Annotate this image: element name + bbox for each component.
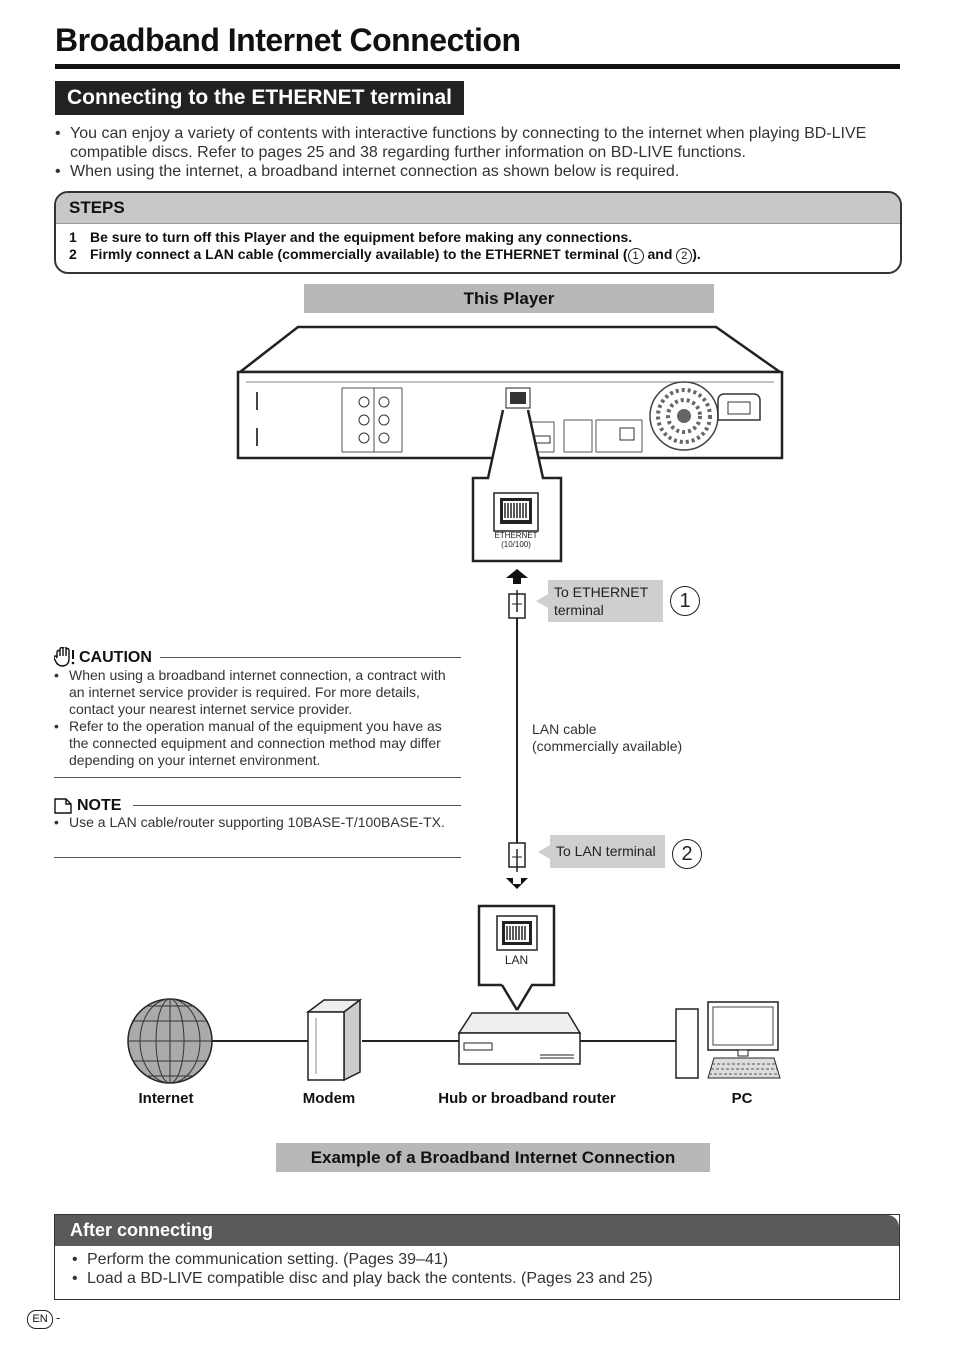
caution-heading	[54, 647, 461, 667]
pc-icon	[676, 1002, 780, 1078]
note-title: NOTE	[77, 797, 122, 814]
globe-icon	[128, 999, 212, 1083]
caution-title: CAUTION	[79, 648, 152, 666]
page-title: Broadband Internet Connection	[55, 22, 521, 58]
player-label: This Player	[304, 284, 714, 313]
circled-number: 1	[628, 248, 644, 264]
device-label-router: Hub or broadband router	[438, 1090, 616, 1107]
note-heading	[54, 797, 461, 814]
step-number: 1	[69, 229, 77, 245]
language-badge: EN	[27, 1310, 53, 1329]
step-text: Be sure to turn off this Player and the equipment before making any connections.	[90, 229, 633, 245]
cable-label-line: (commercially available)	[532, 738, 683, 754]
caution-rule	[54, 777, 461, 778]
after-item: • Load a BD-LIVE compatible disc and play back the contents. (Pages 23 and 25)	[72, 1269, 899, 1288]
marker-1: 1	[670, 586, 700, 616]
arrow-down-icon	[506, 878, 528, 889]
lan-plug-icon	[509, 843, 525, 872]
device-label-modem: Modem	[302, 1090, 356, 1107]
page-number: -	[56, 1310, 61, 1325]
lan-plug-icon	[509, 590, 525, 618]
note-section	[54, 797, 461, 831]
callout-to-ethernet: To ETHERNET terminal	[548, 580, 663, 622]
after-connecting-box	[54, 1214, 900, 1300]
step-text-end: ).	[692, 246, 701, 262]
note-rule	[54, 857, 461, 858]
ethernet-port-label	[478, 531, 554, 549]
ethernet-port-label-line: (10/100)	[501, 540, 531, 549]
circled-number: 2	[676, 248, 692, 264]
arrow-up-icon	[506, 569, 528, 584]
note-icon	[54, 798, 72, 814]
cable-label	[532, 721, 682, 755]
step-text-joiner: and	[643, 246, 677, 262]
step-text: Firmly connect a LAN cable (commercially available) to the ETHERNET terminal (	[90, 246, 628, 262]
after-connecting-list	[55, 1246, 899, 1288]
router-icon	[459, 1013, 580, 1064]
diagram-caption: Example of a Broadband Internet Connection	[276, 1143, 710, 1172]
caution-item: • When using a broadband internet connection, a contract with an internet service provider is required. For more details, contact your nearest internet service provider.	[54, 667, 461, 718]
after-connecting-heading: After connecting	[55, 1215, 899, 1246]
lan-port-label: LAN	[504, 953, 529, 967]
intro-bullet: • When using the internet, a broadband internet connection as shown below is required.	[55, 162, 885, 181]
after-item: • Perform the communication setting. (Pages 39–41)	[72, 1250, 899, 1269]
section-title: Connecting to the ETHERNET terminal	[55, 81, 464, 115]
intro-bullet: • You can enjoy a variety of contents with interactive functions by connecting to the internet when playing BD-LIVE compatible discs. Refer to pages 25 and 38 regarding further information on BD-LIVE functions.	[55, 124, 885, 162]
device-label-internet: Internet	[138, 1090, 194, 1107]
modem-icon	[308, 1000, 360, 1080]
step-number: 2	[69, 246, 77, 262]
caution-section	[54, 647, 461, 769]
callout-to-lan: To LAN terminal	[550, 835, 665, 868]
hand-caution-icon	[54, 647, 76, 667]
steps-heading: STEPS	[56, 193, 900, 224]
caution-item: • Refer to the operation manual of the equipment you have as the connected equipment and connection method may differ depending on your internet environment.	[54, 718, 461, 769]
cable-label-line: LAN cable	[532, 721, 597, 737]
marker-2: 2	[672, 839, 702, 869]
note-item: • Use a LAN cable/router supporting 10BASE-T/100BASE-TX.	[54, 814, 461, 831]
ethernet-port-label-line: ETHERNET	[494, 531, 538, 540]
device-label-pc: PC	[731, 1090, 753, 1107]
